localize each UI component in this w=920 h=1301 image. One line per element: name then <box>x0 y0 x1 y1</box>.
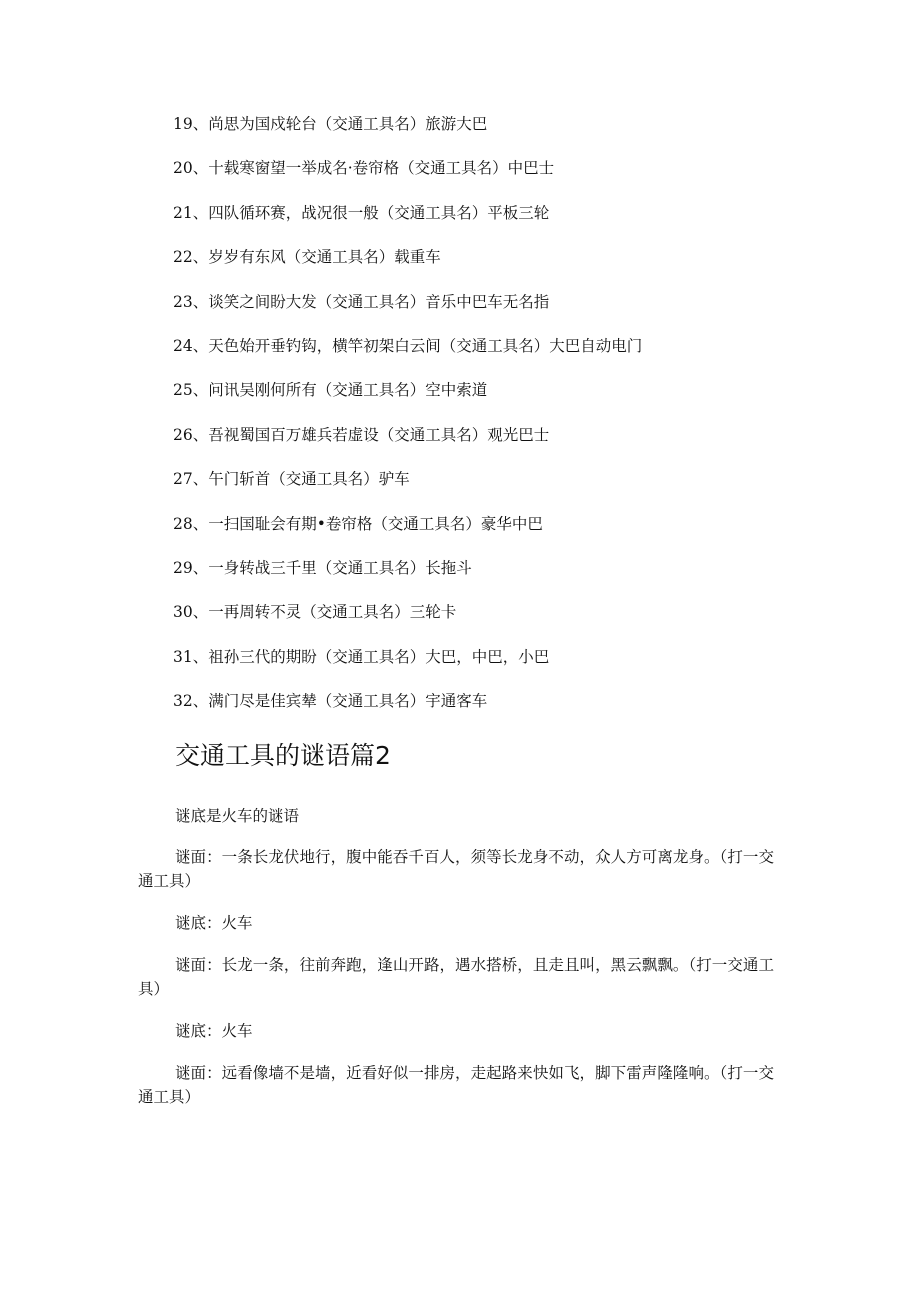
riddle-item: 32、满门尽是佳宾辇（交通工具名）宇通客车 <box>173 692 488 711</box>
riddle-answer: 谜底：火车 <box>175 1022 253 1040</box>
riddle-item: 25、问讯吴刚何所有（交通工具名）空中索道 <box>173 381 488 400</box>
riddle-item: 29、一身转战三千里（交通工具名）长拖斗 <box>173 558 472 577</box>
section-heading: 交通工具的谜语篇2 <box>175 741 391 770</box>
riddle-item: 19、尚思为国戍轮台（交通工具名）旅游大巴 <box>173 115 488 133</box>
riddle-item: 21、四队循环赛，战况很一般（交通工具名）平板三轮 <box>173 203 550 222</box>
riddle-item: 24、天色始开垂钓钩，横竿初架白云间（交通工具名）大巴自动电门 <box>173 336 643 355</box>
section-body <box>138 804 774 1127</box>
riddle-item: 20、十载寒窗望一举成名·卷帘格（交通工具名）中巴士 <box>173 159 555 178</box>
riddle-question: 谜面：一条长龙伏地行，腹中能吞千百人，须等长龙身不动，众人方可离龙身。（打一交通工具） <box>138 848 774 890</box>
riddle-list <box>173 113 813 734</box>
riddle-item: 22、岁岁有东风（交通工具名）载重车 <box>173 248 441 267</box>
riddle-item: 27、午门斩首（交通工具名）驴车 <box>173 470 410 489</box>
riddle-item: 31、祖孙三代的期盼（交通工具名）大巴，中巴，小巴 <box>173 647 550 666</box>
riddle-item: 28、一扫国耻会有期•卷帘格（交通工具名）豪华中巴 <box>173 514 543 533</box>
riddle-item: 26、吾视蜀国百万雄兵若虚设（交通工具名）观光巴士 <box>173 425 550 444</box>
riddle-item: 23、谈笑之间盼大发（交通工具名）音乐中巴车无名指 <box>173 292 550 311</box>
section-subheading: 谜底是火车的谜语 <box>175 807 300 825</box>
riddle-answer: 谜底：火车 <box>175 914 253 932</box>
riddle-item: 30、一再周转不灵（交通工具名）三轮卡 <box>173 603 457 622</box>
riddle-question: 谜面：长龙一条，往前奔跑，逢山开路，遇水搭桥，且走且叫，黑云飘飘。（打一交通工具） <box>138 956 774 998</box>
riddle-question: 谜面：远看像墙不是墙，近看好似一排房，走起路来快如飞，脚下雷声隆隆响。（打一交通工具） <box>138 1064 774 1106</box>
